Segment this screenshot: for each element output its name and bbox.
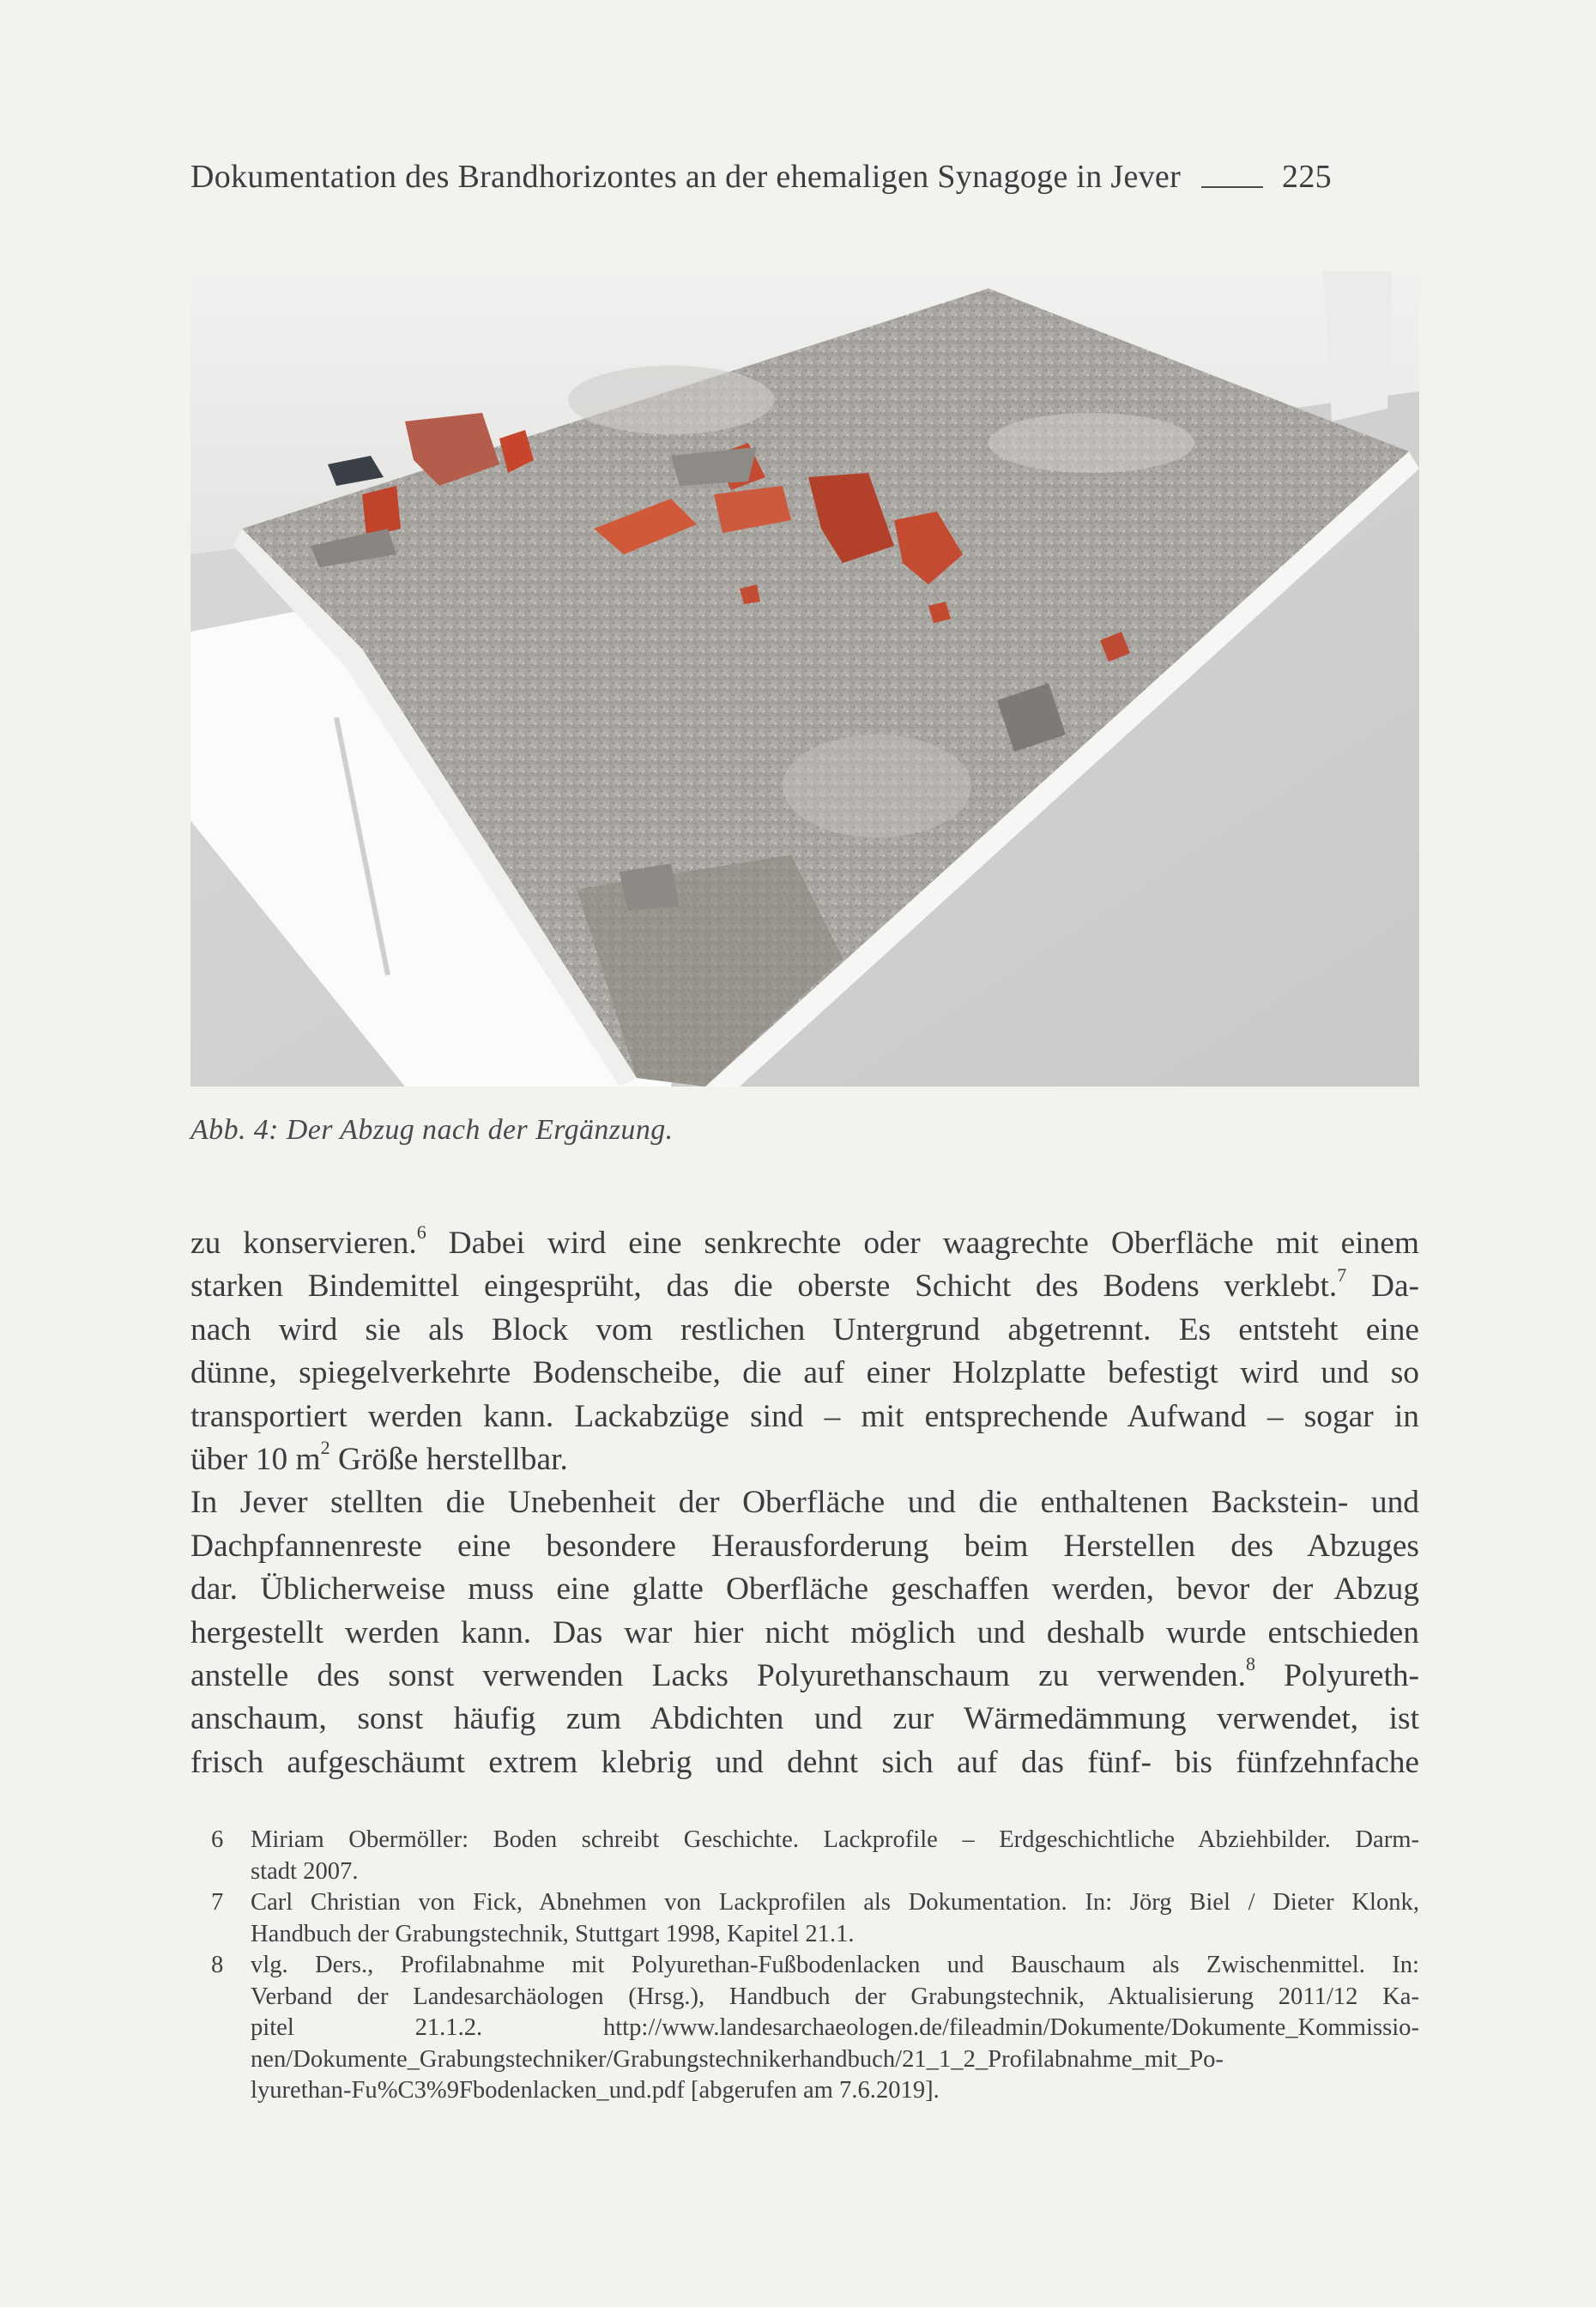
footnote-number: 6 — [211, 1826, 224, 1853]
body-line: zu konservieren.$^6$ Dabei wird eine senkrechte oder waagrechte Oberfläche mit einem — [190, 1220, 1420, 1261]
footnote-line: Carl Christian von Fick, Abnehmen von Lackprofilen als Dokumentation. In: Jörg Biel / Dieter Klonk, — [251, 1889, 1419, 1916]
body-line: Dachpfannenreste eine besondere Herausforderung beim Herstellen des Abzuges — [190, 1528, 1419, 1564]
figure-photo — [190, 271, 1419, 1087]
body-line: über 10 $m^2$ Größe herstellbar. — [190, 1437, 568, 1477]
running-header — [190, 158, 1419, 209]
body-line: starken Bindemittel eingesprüht, das die oberste Schicht des Bodens verklebt.$^7$ Da- — [190, 1263, 1419, 1305]
body-line: anschaum, sonst häufig zum Abdichten und zur Wärmedämmung verwendet, ist — [190, 1701, 1419, 1737]
running-header-title: Dokumentation des Brandhorizontes an der ehemaligen Synagoge in Jever — [190, 159, 1182, 195]
body-line: anstelle des sonst verwenden Lacks Polyurethanschaum zu verwenden.$^8$ Polyureth- — [190, 1653, 1419, 1693]
footnote-line: nen/Dokumente_Grabungstechniker/Grabungstechnikerhandbuch/21_1_2_Profilabnahme_mit_Po- — [251, 2045, 1224, 2073]
footnote-number: 7 — [211, 1889, 224, 1916]
body-line: dünne, spiegelverkehrte Bodenscheibe, die auf einer Holzplatte befestigt wird und so — [190, 1355, 1419, 1391]
body-line: transportiert werden kann. Lackabzüge sind – mit entsprechende Aufwand – sogar in — [190, 1398, 1419, 1434]
body-line: hergestellt werden kann. Das war hier nicht möglich und deshalb wurde entschieden — [190, 1614, 1419, 1650]
footnote-8 — [190, 1950, 1419, 2107]
footnote-line: pitel 21.1.2. http://www.landesarchaeologen.de/fileadmin/Dokumente/Dokumente_Kommissio- — [251, 2014, 1419, 2041]
footnote-line: Handbuch der Grabungstechnik, Stuttgart 1998, Kapitel 21.1. — [251, 1920, 855, 1947]
photo-lacquer-peel-slab — [190, 271, 1419, 1087]
body-text — [190, 1222, 1419, 1784]
footnote-line: lyurethan-Fu%C3%9Fbodenlacken_und.pdf [abgerufen am 7.6.2019]. — [251, 2077, 940, 2104]
body-line: In Jever stellten die Unebenheit der Oberfläche und die enthaltenen Backstein- und — [190, 1485, 1419, 1521]
body-line: nach wird sie als Block vom restlichen Untergrund abgetrennt. Es entsteht eine — [190, 1311, 1419, 1347]
header-rule — [1201, 186, 1263, 188]
footnote-line: Verband der Landesarchäologen (Hrsg.), Handbuch der Grabungstechnik, Aktualisierung 2011/12 Ka- — [251, 1983, 1419, 2010]
footnote-line: stadt 2007. — [251, 1857, 359, 1885]
body-line: frisch aufgeschäumt extrem klebrig und dehnt sich auf das fünf- bis fünfzehnfache — [190, 1744, 1419, 1780]
figure-caption: Abb. 4: Der Abzug nach der Ergänzung. — [190, 1114, 674, 1146]
footnote-line: Miriam Obermöller: Boden schreibt Geschichte. Lackprofile – Erdgeschichtliche Abziehbilder. Darm- — [251, 1826, 1419, 1853]
footnote-6 — [190, 1825, 1419, 1887]
footnote-number: 8 — [211, 1952, 224, 1978]
footnote-7 — [190, 1887, 1419, 1950]
footnote-line: vlg. Ders., Profilabnahme mit Polyurethan-Fußbodenlacken und Bauschaum als Zwischenmittel. In: — [251, 1952, 1419, 1978]
footnotes — [190, 1825, 1419, 2107]
page-number: 225 — [1282, 159, 1332, 195]
body-line: dar. Üblicherweise muss eine glatte Oberfläche geschaffen werden, bevor der Abzug — [190, 1571, 1419, 1608]
